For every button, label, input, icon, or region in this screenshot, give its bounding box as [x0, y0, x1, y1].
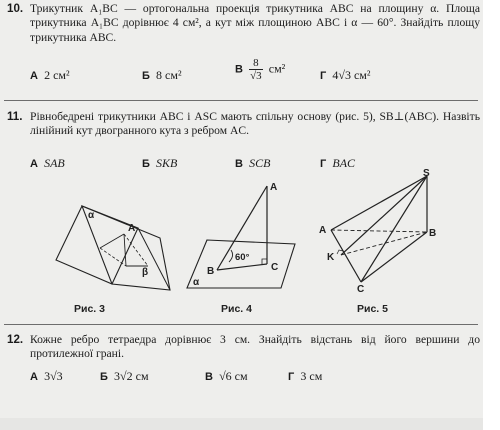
option-d[interactable]: [320, 156, 355, 171]
option-letter: Б: [142, 70, 150, 82]
option-letter: В: [205, 371, 213, 383]
divider: [4, 100, 478, 101]
option-letter: А: [30, 158, 38, 170]
option-c[interactable]: [205, 369, 248, 384]
label-c: C: [357, 284, 365, 295]
label-c: C: [271, 262, 279, 273]
option-a[interactable]: [30, 68, 70, 83]
label-beta: β: [142, 267, 149, 278]
option-letter: Б: [142, 158, 150, 170]
question-10: [7, 2, 480, 82]
screen-margin: [483, 0, 500, 430]
label-a: A: [270, 182, 278, 193]
option-letter: Г: [320, 70, 327, 82]
figure-5-pyramid: [315, 170, 435, 295]
label-s: S: [423, 168, 430, 179]
question-12: [7, 333, 480, 383]
label-a: A: [128, 223, 136, 234]
fraction-denominator: √3: [250, 70, 262, 82]
option-unit: см²: [268, 61, 286, 76]
label-a: A: [319, 225, 327, 236]
question-number: 10.: [7, 2, 24, 15]
option-letter: Б: [100, 371, 108, 383]
option-value: 3 см: [300, 369, 323, 383]
option-value: 3√2 см: [114, 369, 149, 383]
option-letter: В: [235, 158, 243, 170]
option-value: 4√3 см²: [332, 68, 371, 82]
label-k: K: [327, 252, 335, 263]
option-b[interactable]: [100, 369, 149, 384]
option-value: 8 см²: [156, 68, 182, 82]
label-angle: 60°: [235, 252, 250, 263]
page-bottom-margin: [0, 418, 483, 430]
option-b[interactable]: [142, 156, 177, 171]
option-d[interactable]: [288, 369, 322, 384]
option-value: 2 см²: [44, 68, 70, 82]
fraction: [249, 57, 263, 82]
figure-4-plane-triangle: [185, 178, 305, 290]
question-11: [7, 110, 480, 170]
figure-4-caption: Рис. 4: [221, 303, 252, 315]
option-d[interactable]: [320, 68, 370, 83]
option-c[interactable]: [235, 156, 270, 171]
question-number: 12.: [7, 333, 24, 346]
option-b[interactable]: [142, 68, 182, 83]
figure-3-dihedral-planes: [48, 188, 178, 296]
label-b: B: [207, 266, 215, 277]
label-alpha: α: [193, 277, 200, 288]
option-letter: А: [30, 371, 38, 383]
figure-3-caption: Рис. 3: [74, 303, 105, 315]
divider: [4, 324, 478, 325]
option-value: 3√3: [44, 369, 63, 383]
option-letter: А: [30, 70, 38, 82]
question-text: Трикутник A₁BC — ортогональна проекція трикутника ABC на площину α. Площа трикутника A₁BC дорівнює 4 см², а кут між площиною ABC і α — 60°. Знайдіть площу трикутника ABC.: [30, 2, 480, 44]
option-value: √6 см: [219, 369, 248, 383]
label-b: B: [429, 228, 437, 239]
option-letter: Г: [288, 371, 295, 383]
option-value: BAC: [332, 156, 356, 170]
option-letter: В: [235, 63, 243, 76]
option-a[interactable]: [30, 156, 65, 171]
option-letter: Г: [320, 158, 327, 170]
option-value: SCB: [249, 156, 271, 170]
question-text: Рівнобедрені трикутники ABC і ASC мають спільну основу (рис. 5), SB⊥(ABC). Назвіть лінійний кут двогранного кута з ребром AC.: [30, 110, 480, 138]
option-a[interactable]: [30, 369, 63, 384]
option-value: SKB: [156, 156, 178, 170]
figure-5-caption: Рис. 5: [357, 303, 388, 315]
question-text: Кожне ребро тетраедра дорівнює 3 см. Знайдіть відстань від його вершини до протилежної грані.: [30, 333, 480, 361]
question-number: 11.: [7, 110, 23, 123]
option-c[interactable]: [235, 57, 285, 82]
fraction-numerator: 8: [249, 57, 263, 70]
option-value: SAB: [44, 156, 65, 170]
label-alpha: α: [88, 210, 95, 221]
